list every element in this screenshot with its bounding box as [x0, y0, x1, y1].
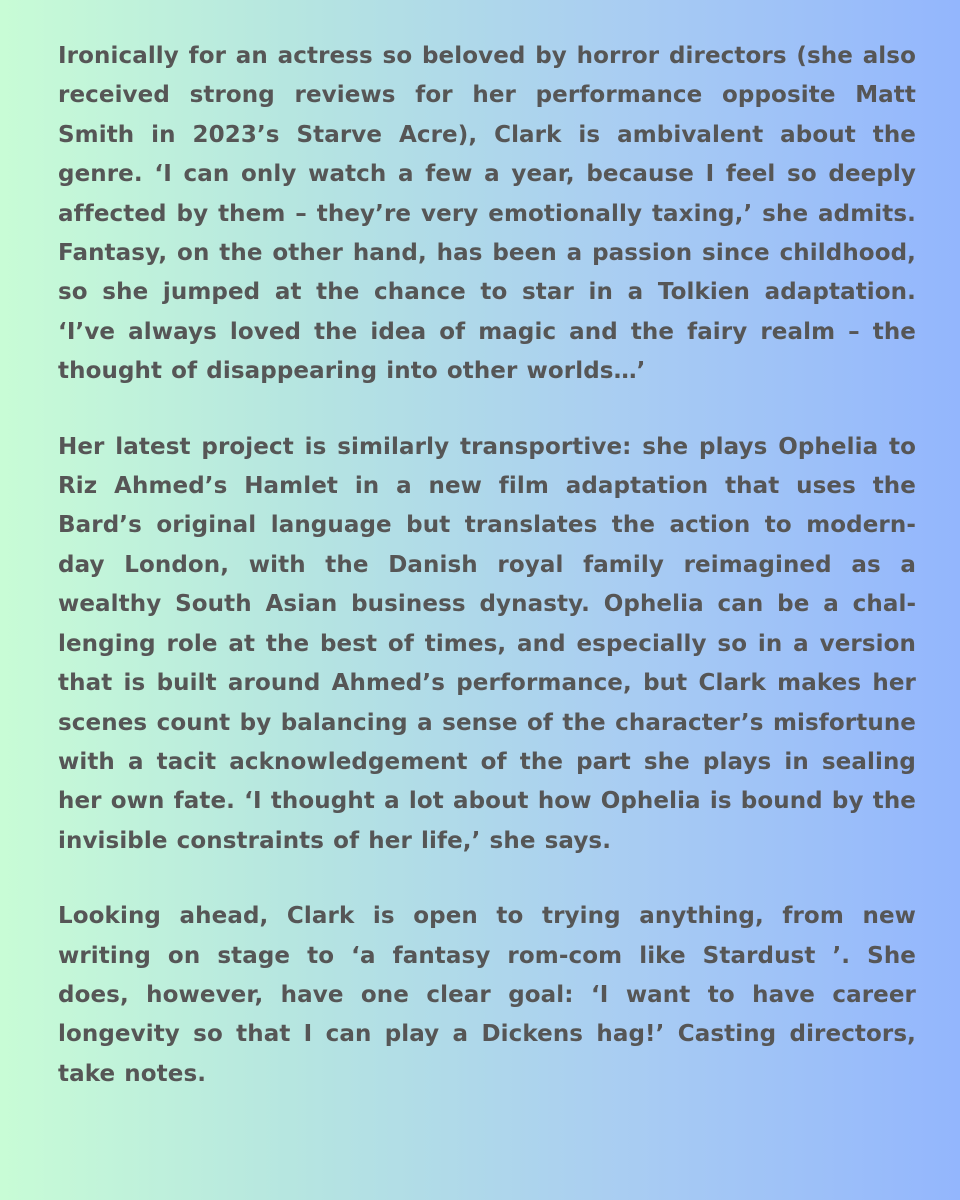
article-body [58, 37, 916, 1094]
article-paragraph-3: Looking ahead, Clark is open to trying anything, from new writing on stage to ‘a fantasy rom-com like Stardust ’. She does, however, have one clear goal: ‘I want to have career longevity so that I can play a Dickens hag!’ Casting directors, take notes. [58, 903, 916, 1087]
article-paragraph-2: Her latest project is similarly transportive: she plays Ophelia to Riz Ahmed’s Hamlet in a new film adaptation that uses the Bard’s original language but translates the action to modern-day London, with the Danish royal family reimagined as a wealthy South Asian business dynasty. Ophelia can be a challenging role at the best of times, and especially so in a version that is built around Ahmed’s performance, but Clark makes her scenes count by balancing a sense of the character’s misfortune with a tacit acknowledgement of the part she plays in sealing her own fate. ‘I thought a lot about how Ophelia is bound by the invisible constraints of her life,’ she says. [58, 433, 916, 854]
article-paragraph-1: Ironically for an actress so beloved by horror directors (she also received strong reviews for her performance opposite Matt Smith in 2023’s Starve Acre), Clark is ambivalent about the genre. ‘I can only watch a few a year, because I feel so deeply affected by them – they’re very emotionally taxing,’ she admits. Fantasy, on the other hand, has been a passion since childhood, so she jumped at the chance to star in a Tolkien adaptation. ‘I’ve always loved the idea of magic and the fairy realm – the thought of disappearing into other worlds…’ [58, 43, 916, 385]
